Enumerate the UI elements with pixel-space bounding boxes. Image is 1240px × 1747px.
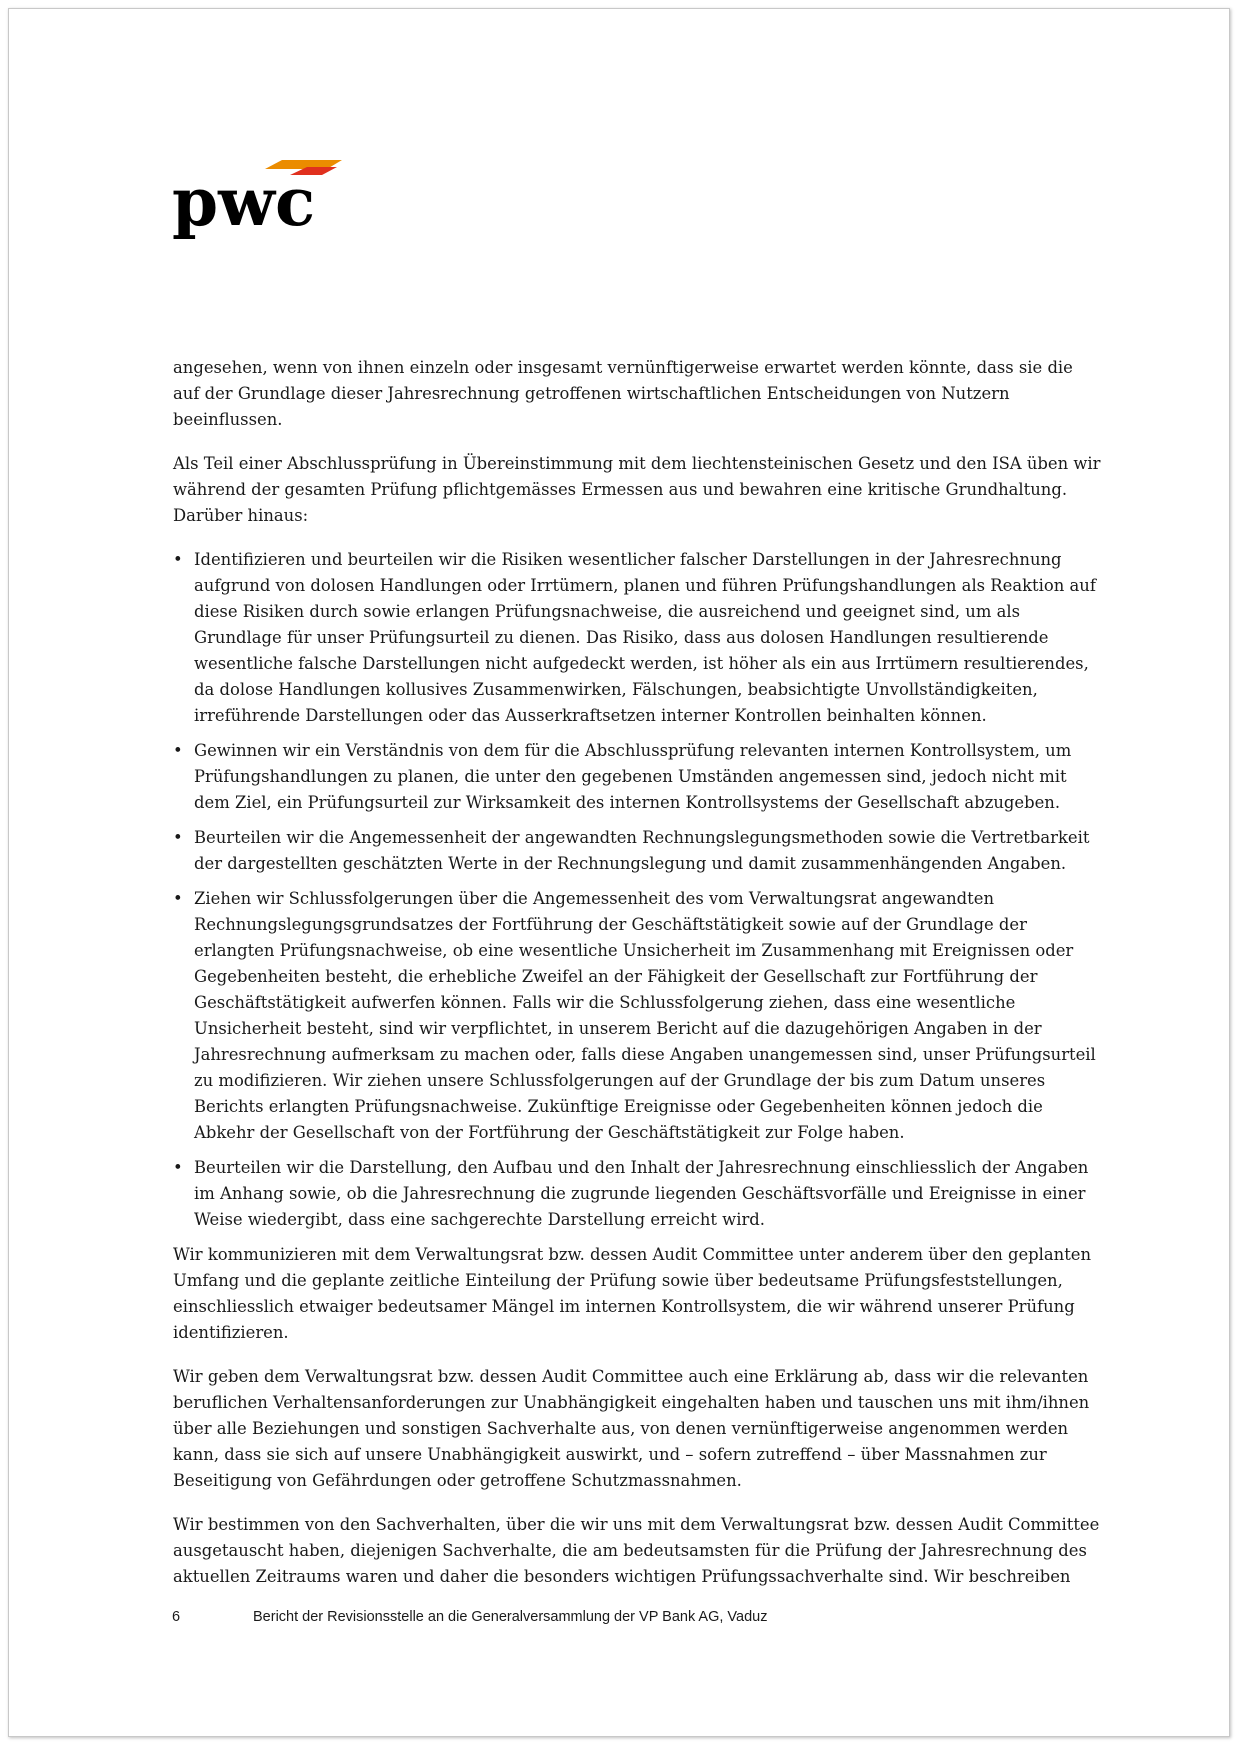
bullet-list bbox=[173, 547, 1101, 1233]
bullet-marker: • bbox=[173, 550, 183, 569]
bullet-marker: • bbox=[173, 1158, 183, 1177]
list-item bbox=[173, 1155, 1101, 1233]
document-page bbox=[8, 8, 1230, 1737]
pwc-logo bbox=[172, 159, 342, 247]
closing-paragraph: Wir kommunizieren mit dem Verwaltungsrat bzw. dessen Audit Committee unter anderem über den geplanten Umfang und die geplante zeitliche Einteilung der Prüfung sowie über bedeutsame Prüfungsfeststellungen, einschliesslich etwaiger bedeutsamer Mängel im internen Kontrollsystem, die wir während unserer Prüfung identifizieren. bbox=[173, 1245, 1092, 1342]
page-number: 6 bbox=[172, 1609, 181, 1625]
intro-paragraph: Als Teil einer Abschlussprüfung in Übereinstimmung mit dem liechtensteinischen Gesetz und den ISA üben wir während der gesamten Prüfung pflichtgemässes Ermessen aus und bewahren eine kritische Grundhaltung. Darüber hinaus: bbox=[173, 454, 1101, 525]
list-item bbox=[173, 825, 1101, 877]
list-item-text: Beurteilen wir die Angemessenheit der angewandten Rechnungslegungsmethoden sowie die Vertretbarkeit der dargestellten geschätzten Werte in der Rechnungslegung und damit zusammenhängenden Angaben. bbox=[194, 828, 1090, 873]
list-item-text: Gewinnen wir ein Verständnis von dem für die Abschlussprüfung relevanten internen Kontrollsystem, um Prüfungshandlungen zu planen, die unter den gegebenen Umständen angemessen sind, jedoch nicht mit dem Ziel, ein Prüfungsurteil zur Wirksamkeit des internen Kontrollsystems der Gesellschaft abzugeben. bbox=[194, 741, 1072, 812]
pwc-logo-graphic bbox=[172, 159, 342, 247]
list-item-text: Beurteilen wir die Darstellung, den Aufbau und den Inhalt der Jahresrechnung einschliesslich der Angaben im Anhang sowie, ob die Jahresrechnung die zugrunde liegenden Geschäftsvorfälle und Ereignisse in einer Weise wiedergibt, dass eine sachgerechte Darstellung erreicht wird. bbox=[194, 1158, 1089, 1229]
list-item-text: Ziehen wir Schlussfolgerungen über die Angemessenheit des vom Verwaltungsrat angewandten Rechnungslegungsgrundsatzes der Fortführung der Geschäftstätigkeit sowie auf der Grundlage der erlangten Prüfungsnachweise, ob eine wesentliche Unsicherheit im Zusammenhang mit Ereignissen oder Gegebenheiten besteht, die erhebliche Zweifel an der Fähigkeit der Gesellschaft zur Fortführung der Geschäftstätigkeit aufwerfen können. Falls wir die Schlussfolgerung ziehen, dass eine wesentliche Unsicherheit besteht, sind wir verpflichtet, in unserem Bericht auf die dazugehörigen Angaben in der Jahresrechnung aufmerksam zu machen oder, falls diese Angaben unangemessen sind, unser Prüfungsurteil zu modifizieren. Wir ziehen unsere Schlussfolgerungen auf der Grundlage der bis zum Datum unseres Berichts erlangten Prüfungsnachweise. Zukünftige Ereignisse oder Gegebenheiten können jedoch die Abkehr der Gesellschaft von der Fortführung der Geschäftstätigkeit zur Folge haben. bbox=[194, 889, 1096, 1142]
bullet-marker: • bbox=[173, 828, 183, 847]
list-item bbox=[173, 886, 1101, 1146]
bullet-marker: • bbox=[173, 741, 183, 760]
closing-paragraph: Wir geben dem Verwaltungsrat bzw. dessen Audit Committee auch eine Erklärung ab, dass wir die relevanten beruflichen Verhaltensanforderungen zur Unabhängigkeit eingehalten haben und tauschen uns mit ihm/ihnen über alle Beziehungen und sonstigen Sachverhalte aus, von denen vernünftigerweise angenommen werden kann, dass sie sich auf unsere Unabhängigkeit auswirkt, und – sofern zutreffend – über Massnahmen zur Beseitigung von Gefährdungen oder getroffene Schutzmassnahmen. bbox=[173, 1367, 1090, 1490]
document-body bbox=[173, 355, 1101, 1608]
intro-paragraph: angesehen, wenn von ihnen einzeln oder insgesamt vernünftigerweise erwartet werden könnte, dass sie die auf der Grundlage dieser Jahresrechnung getroffenen wirtschaftlichen Entscheidungen von Nutzern beeinflussen. bbox=[173, 358, 1073, 429]
logo-wordmark: pwc bbox=[172, 163, 316, 241]
list-item bbox=[173, 738, 1101, 816]
list-item-text: Identifizieren und beurteilen wir die Risiken wesentlicher falscher Darstellungen in der Jahresrechnung aufgrund von dolosen Handlungen oder Irrtümern, planen und führen Prüfungshandlungen als Reaktion auf diese Risiken durch sowie erlangen Prüfungsnachweise, die ausreichend und geeignet sind, um als Grundlage für unser Prüfungsurteil zu dienen. Das Risiko, dass aus dolosen Handlungen resultierende wesentliche falsche Darstellungen nicht aufgedeckt werden, ist höher als ein aus Irrtümern resultierendes, da dolose Handlungen kollusives Zusammenwirken, Fälschungen, beabsichtigte Unvollständigkeiten, irreführende Darstellungen oder das Ausserkraftsetzen interner Kontrollen beinhalten können. bbox=[194, 550, 1096, 725]
closing-paragraph: Wir bestimmen von den Sachverhalten, über die wir uns mit dem Verwaltungsrat bzw. dessen Audit Committee ausgetauscht haben, diejenigen Sachverhalte, die am bedeutsamsten für die Prüfung der Jahresrechnung des aktuellen Zeitraums waren und daher die besonders wichtigen Prüfungssachverhalte sind. Wir beschreiben bbox=[173, 1515, 1100, 1586]
footer-text: Bericht der Revisionsstelle an die Generalversammlung der VP Bank AG, Vaduz bbox=[253, 1609, 768, 1625]
list-item bbox=[173, 547, 1101, 729]
bullet-marker: • bbox=[173, 889, 183, 908]
